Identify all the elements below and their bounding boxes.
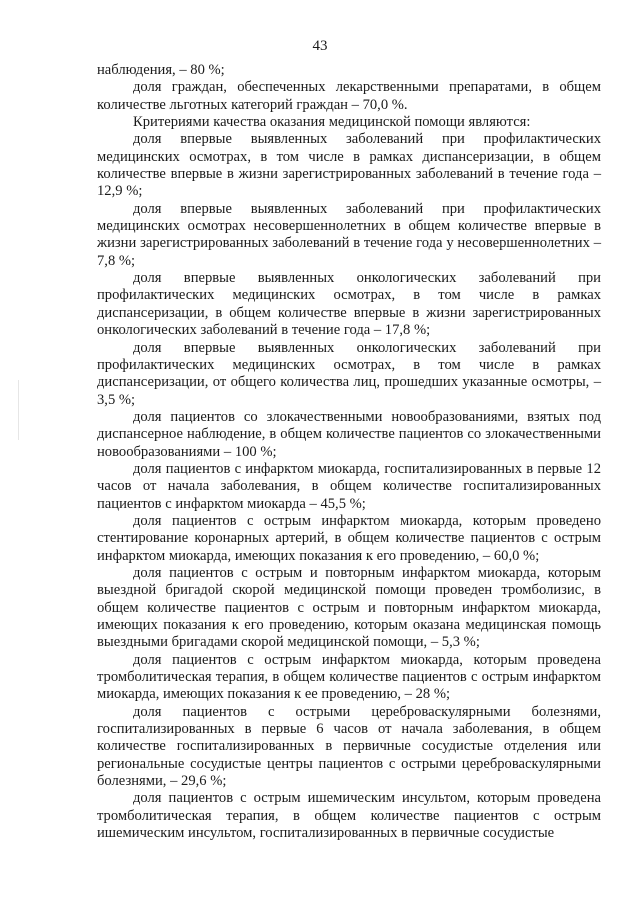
paragraph: доля граждан, обеспеченных лекарственными препаратами, в общем количестве льготных категорий граждан – 70,0 %. (97, 79, 601, 113)
paragraph: наблюдения, – 80 %; (97, 62, 225, 78)
paragraph: доля пациентов с острым инфарктом миокарда, которым проведено стентирование коронарных артерий, в общем количестве пациентов с острым инфарктом миокарда, имеющих показания к его проведению, – 60,0 %; (97, 512, 601, 564)
paragraph: доля пациентов со злокачественными новообразованиями, взятых под диспансерное наблюдение, в общем количестве пациентов со злокачественными новообразованиями – 100 %; (97, 408, 601, 460)
paragraph: доля пациентов с острым инфарктом миокарда, которым проведена тромболитическая терапия, в общем количестве пациентов с острым инфарктом миокарда, имеющих показания к ее проведению, – 28 %; (97, 651, 601, 703)
page-number: 43 (312, 38, 328, 54)
paragraph: доля впервые выявленных заболеваний при профилактических медицинских осмотрах несовершеннолетних в общем количестве впервые в жизни зарегистрированных заболеваний в течение года у несовершеннолетних – 7,8 %; (97, 200, 601, 269)
paragraph: доля впервые выявленных онкологических заболеваний при профилактических медицинских осмотрах, в том числе в рамках диспансеризации, от общего количества лиц, прошедших указанные осмотры, – 3,5 %; (97, 339, 601, 408)
paragraph: доля пациентов с острым ишемическим инсультом, которым проведена тромболитическая терапия, в общем количестве пациентов с острым ишемическим инсультом, госпитализированных в первичные сосудистые (97, 790, 601, 842)
document-body (97, 62, 601, 842)
paragraph: доля пациентов с инфарктом миокарда, госпитализированных в первые 12 часов от начала заболевания, в общем количестве госпитализированных пациентов с инфарктом миокарда – 45,5 %; (97, 460, 601, 512)
paragraph: доля пациентов с острыми цереброваскулярными болезнями, госпитализированных в первые 6 часов от начала заболевания, в общем количестве госпитализированных в первичные сосудистые отделения или региональные сосудистые центры пациентов с острыми цереброваскулярными болезнями, – 29,6 %; (97, 703, 601, 790)
paragraph: Критериями качества оказания медицинской помощи являются: (133, 114, 531, 131)
paragraph: доля впервые выявленных заболеваний при профилактических медицинских осмотрах, в том числе в рамках диспансеризации, в общем количестве впервые в жизни зарегистрированных заболеваний в течение года – 12,9 %; (97, 131, 601, 200)
paragraph: доля впервые выявленных онкологических заболеваний при профилактических медицинских осмотрах, в том числе в рамках диспансеризации, в общем количестве впервые в жизни зарегистрированных онкологических заболеваний в течение года – 17,8 %; (97, 270, 601, 339)
paragraph: доля пациентов с острым и повторным инфарктом миокарда, которым выездной бригадой скорой медицинской помощи проведен тромболизис, в общем количестве пациентов с острым и повторным инфарктом миокарда, имеющих показания к его проведению, которым оказана медицинская помощь выездными бригадами скорой медицинской помощи, – 5,3 %; (97, 564, 601, 651)
scan-artifact (18, 380, 19, 440)
